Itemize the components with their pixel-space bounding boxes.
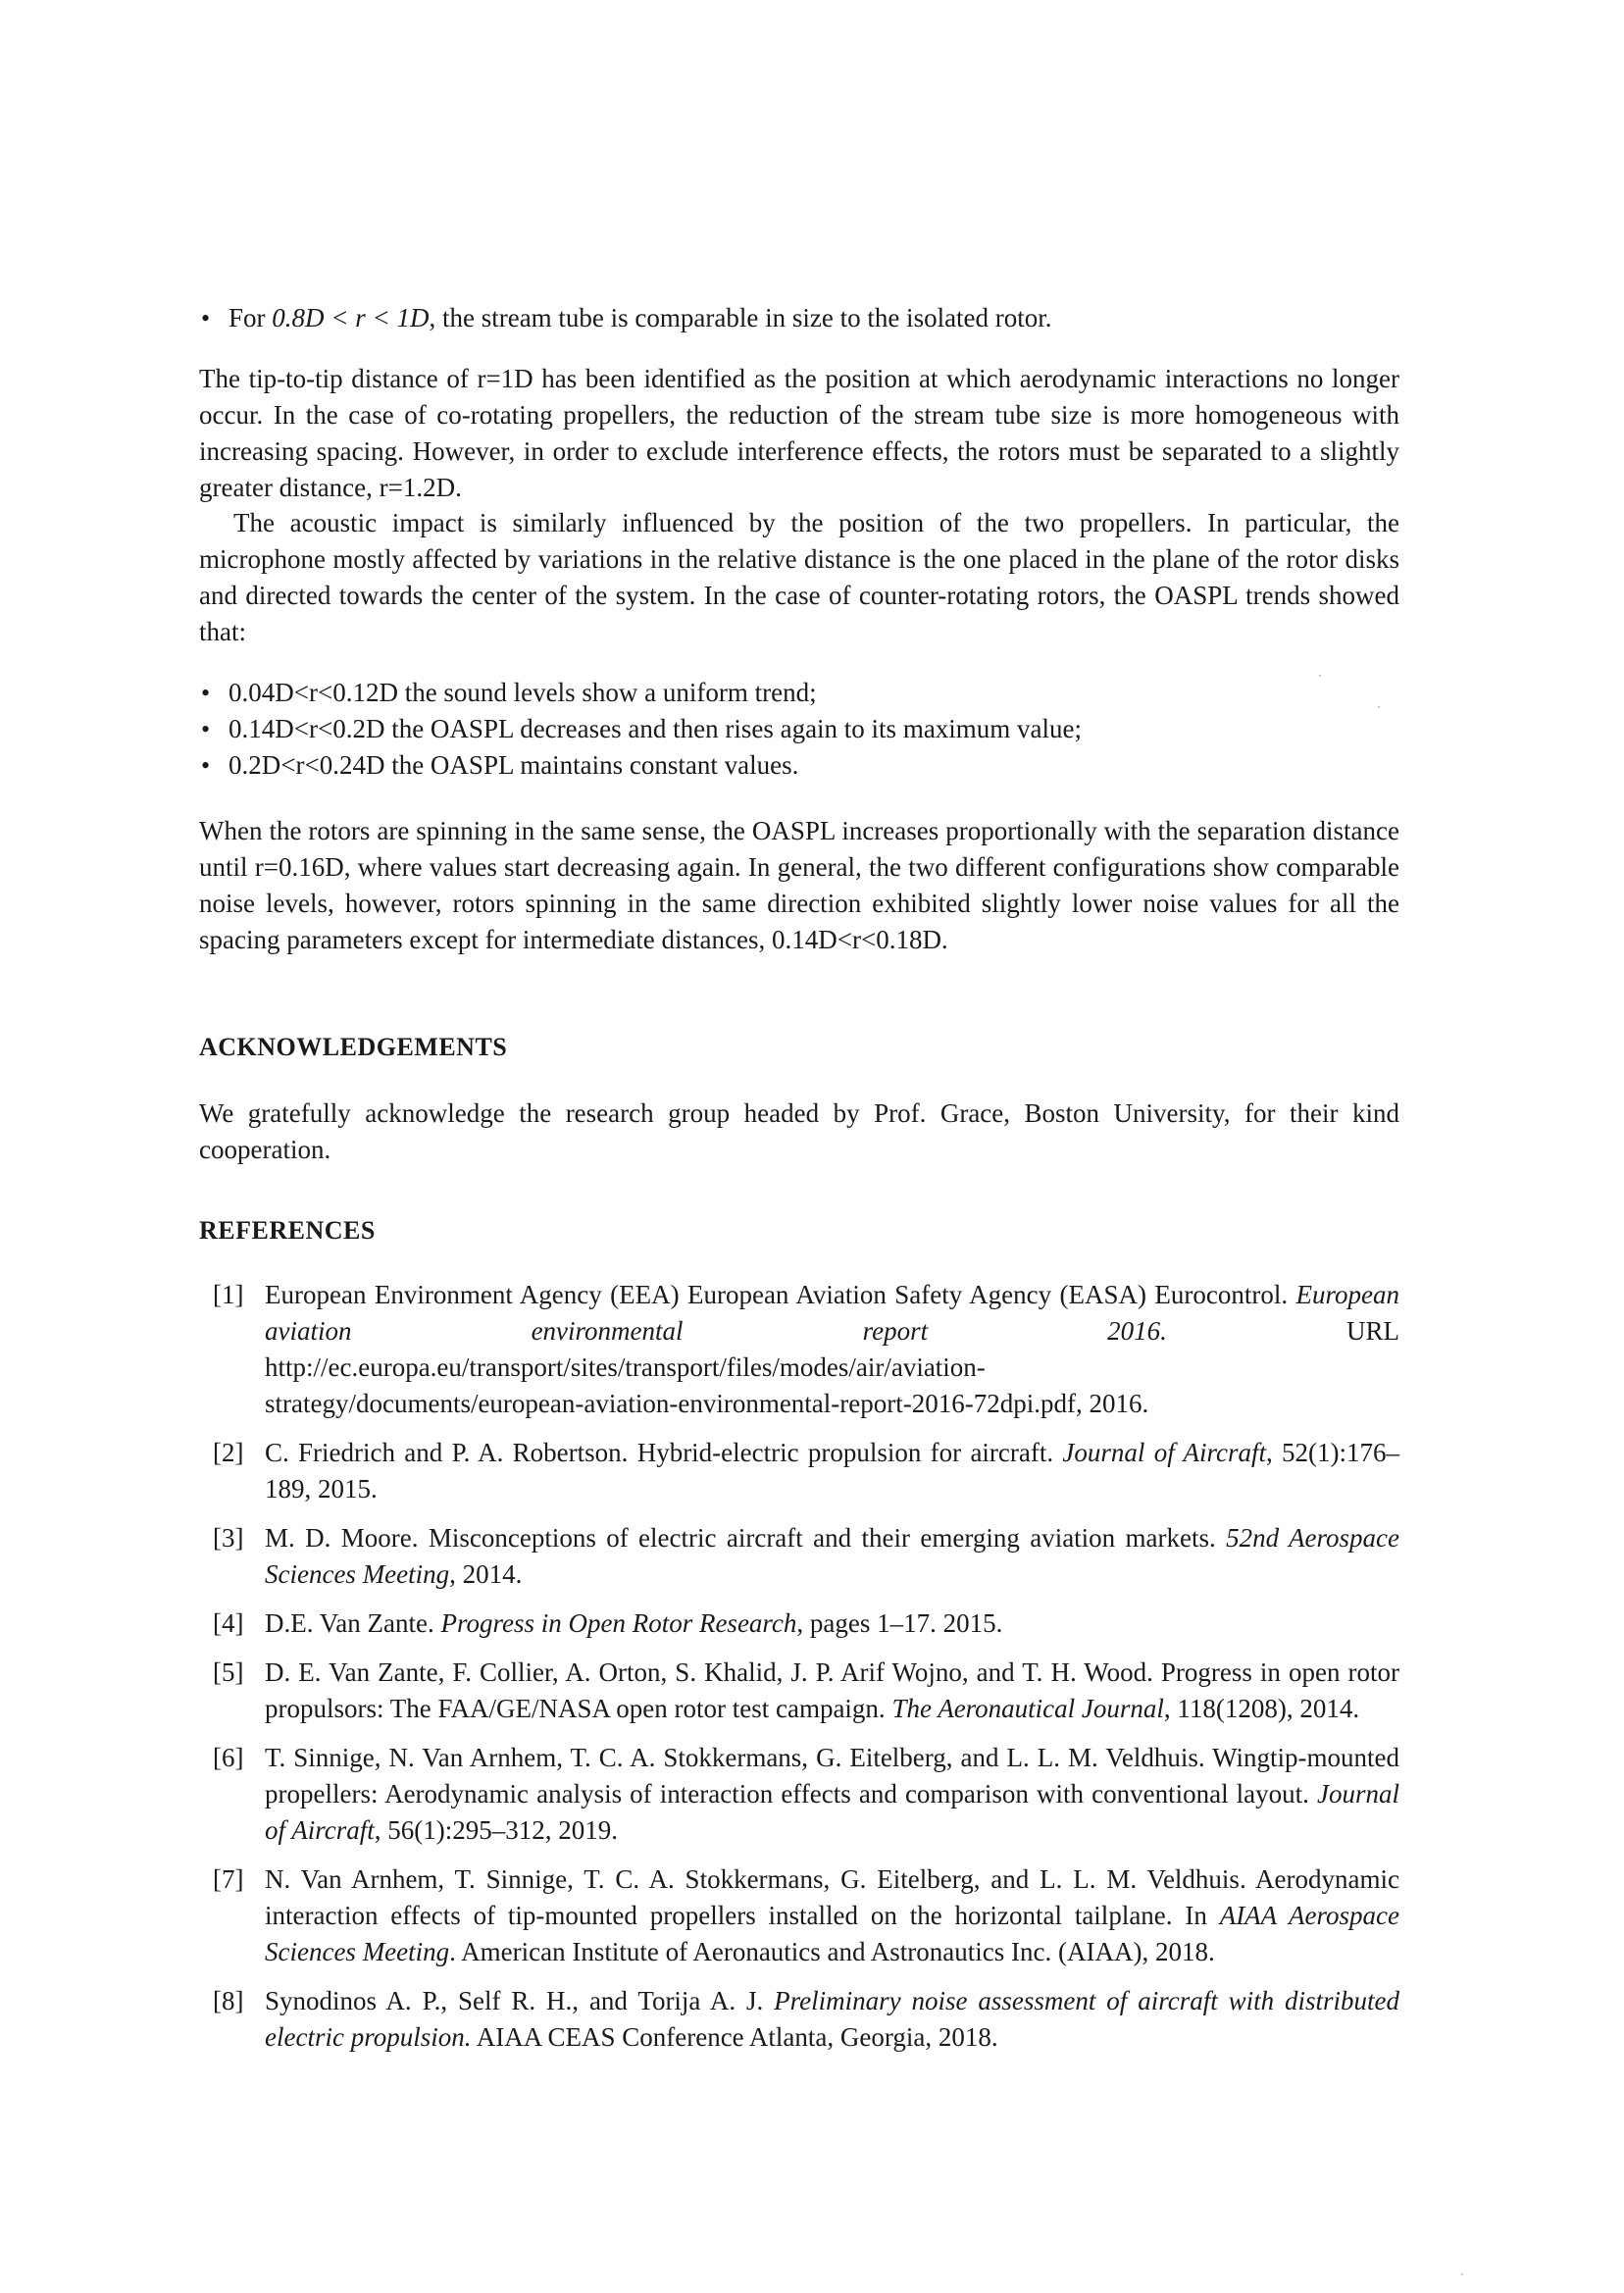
reference-item xyxy=(199,1861,1399,1970)
reference-title: European aviation environmental report 2016. xyxy=(265,1280,1399,1346)
reference-details: . American Institute of Aeronautics and Astronautics Inc. (AIAA), 2018. xyxy=(449,1937,1215,1966)
acknowledgements-text: We gratefully acknowledge the research group headed by Prof. Grace, Boston University, for their kind cooperation. xyxy=(199,1098,1399,1164)
reference-url-continued[interactable]: strategy/documents/european-aviation-environmental-report-2016-72dpi.pdf, 2016. xyxy=(265,1389,1149,1418)
reference-authors: M. D. Moore. Misconceptions of electric aircraft and their emerging aviation markets. xyxy=(265,1523,1227,1553)
reference-number: [4] xyxy=(213,1608,244,1638)
reference-number: [3] xyxy=(213,1523,244,1553)
reference-venue: 52nd Aerospace Sciences Meeting xyxy=(265,1523,1399,1589)
reference-authors: N. Van Arnhem, T. Sinnige, T. C. A. Stokkermans, G. Eitelberg, and L. L. M. Veldhuis. Aerodynamic interaction effects of tip-mounted propellers installed on the horizontal tailplane. In xyxy=(265,1864,1399,1930)
paragraph-co-rotating: When the rotors are spinning in the same sense, the OASPL increases proportionally with the separation distance until r=0.16D, where values start decreasing again. In general, the two different configurations show comparable noise levels, however, rotors spinning in the same direction exhibited slightly lower noise values for all the spacing parameters except for intermediate distances, 0.14D<r<0.18D. xyxy=(199,816,1399,954)
acknowledgements-heading: ACKNOWLEDGEMENTS xyxy=(199,1033,508,1061)
reference-venue: The Aeronautical Journal xyxy=(891,1694,1164,1723)
reference-number: [1] xyxy=(213,1280,244,1309)
reference-number: [6] xyxy=(213,1743,244,1772)
reference-venue: Journal of Aircraft xyxy=(1062,1438,1266,1467)
reference-details: , pages 1–17. 2015. xyxy=(796,1608,1003,1638)
inline-math: 0.8D < r < 1D xyxy=(272,303,430,332)
reference-number: [2] xyxy=(213,1438,244,1467)
reference-item xyxy=(199,1740,1399,1849)
reference-url[interactable]: URL http://ec.europa.eu/transport/sites/transport/files/modes/air/aviation- xyxy=(265,1316,1399,1382)
reference-authors: T. Sinnige, N. Van Arnhem, T. C. A. Stokkermans, G. Eitelberg, and L. L. M. Veldhuis. Wingtip-mounted propellers: Aerodynamic analysis of interaction effects and comparison with conventional layout. xyxy=(265,1743,1399,1809)
reference-venue: Progress in Open Rotor Research xyxy=(440,1608,797,1638)
reference-number: [5] xyxy=(213,1657,244,1687)
reference-details: , 118(1208), 2014. xyxy=(1163,1694,1360,1723)
reference-details: , 2014. xyxy=(449,1559,523,1589)
bullet-item: • 0.14D<r<0.2D the OASPL decreases and then rises again to its maximum value; xyxy=(199,711,1082,747)
paragraph-tip-distance: The tip-to-tip distance of r=1D has been identified as the position at which aerodynamic interactions no longer occur. In the case of co-rotating propellers, the reduction of the stream tube size is more homogeneous with increasing spacing. However, in order to exclude interference effects, the rotors must be separated to a slightly greater distance, r=1.2D. xyxy=(199,364,1399,502)
paragraph-acoustic-impact: The acoustic impact is similarly influenced by the position of the two propellers. In particular, the microphone mostly affected by variations in the relative distance is the one placed in the plane of the rotor disks and directed towards the center of the system. In the case of counter-rotating rotors, the OASPL trends showed that: xyxy=(199,508,1399,646)
scan-speck xyxy=(1319,675,1321,677)
reference-authors: European Environment Agency (EEA) European Aviation Safety Agency (EASA) Eurocontrol. xyxy=(265,1280,1296,1309)
oaspl-bullet-list xyxy=(199,675,1082,784)
reference-venue: Journal of Aircraft xyxy=(265,1779,1399,1845)
reference-number: [7] xyxy=(213,1864,244,1894)
reference-item xyxy=(199,1983,1399,2056)
reference-title: Preliminary noise assessment of aircraft with distributed electric propulsion. xyxy=(265,1986,1400,2052)
reference-venue: AIAA Aerospace Sciences Meeting xyxy=(265,1901,1399,1966)
reference-item xyxy=(199,1655,1399,1727)
reference-list xyxy=(199,1277,1399,2068)
scan-speck xyxy=(1461,2273,1463,2275)
reference-authors: Synodinos A. P., Self R. H., and Torija A. J. xyxy=(265,1986,775,2015)
reference-details: , 52(1):176–189, 2015. xyxy=(265,1438,1400,1503)
bullet-text: , the stream tube is comparable in size to the isolated rotor. xyxy=(429,303,1052,332)
references-heading: REFERENCES xyxy=(199,1216,376,1245)
bullet-item: • 0.04D<r<0.12D the sound levels show a uniform trend; xyxy=(199,675,1082,711)
reference-number: [8] xyxy=(213,1986,244,2015)
stream-tube-bullet-list xyxy=(199,300,1052,336)
bullet-prefix: For xyxy=(228,303,273,332)
bullet-item: • 0.2D<r<0.24D the OASPL maintains constant values. xyxy=(199,747,1082,784)
scan-speck xyxy=(1378,706,1380,708)
reference-details: AIAA CEAS Conference Atlanta, Georgia, 2018. xyxy=(471,2022,998,2052)
reference-item xyxy=(199,1277,1399,1422)
reference-details: , 56(1):295–312, 2019. xyxy=(374,1815,618,1845)
reference-authors: D. E. Van Zante, F. Collier, A. Orton, S. Khalid, J. P. Arif Wojno, and T. H. Wood. Progress in open rotor propulsors: The FAA/GE/NASA open rotor test campaign. xyxy=(265,1657,1399,1723)
reference-item xyxy=(199,1520,1399,1593)
reference-item xyxy=(199,1435,1399,1507)
reference-authors: C. Friedrich and P. A. Robertson. Hybrid-electric propulsion for aircraft. xyxy=(265,1438,1063,1467)
reference-item xyxy=(199,1605,1399,1642)
reference-authors: D.E. Van Zante. xyxy=(265,1608,441,1638)
bullet-item xyxy=(199,300,1052,336)
